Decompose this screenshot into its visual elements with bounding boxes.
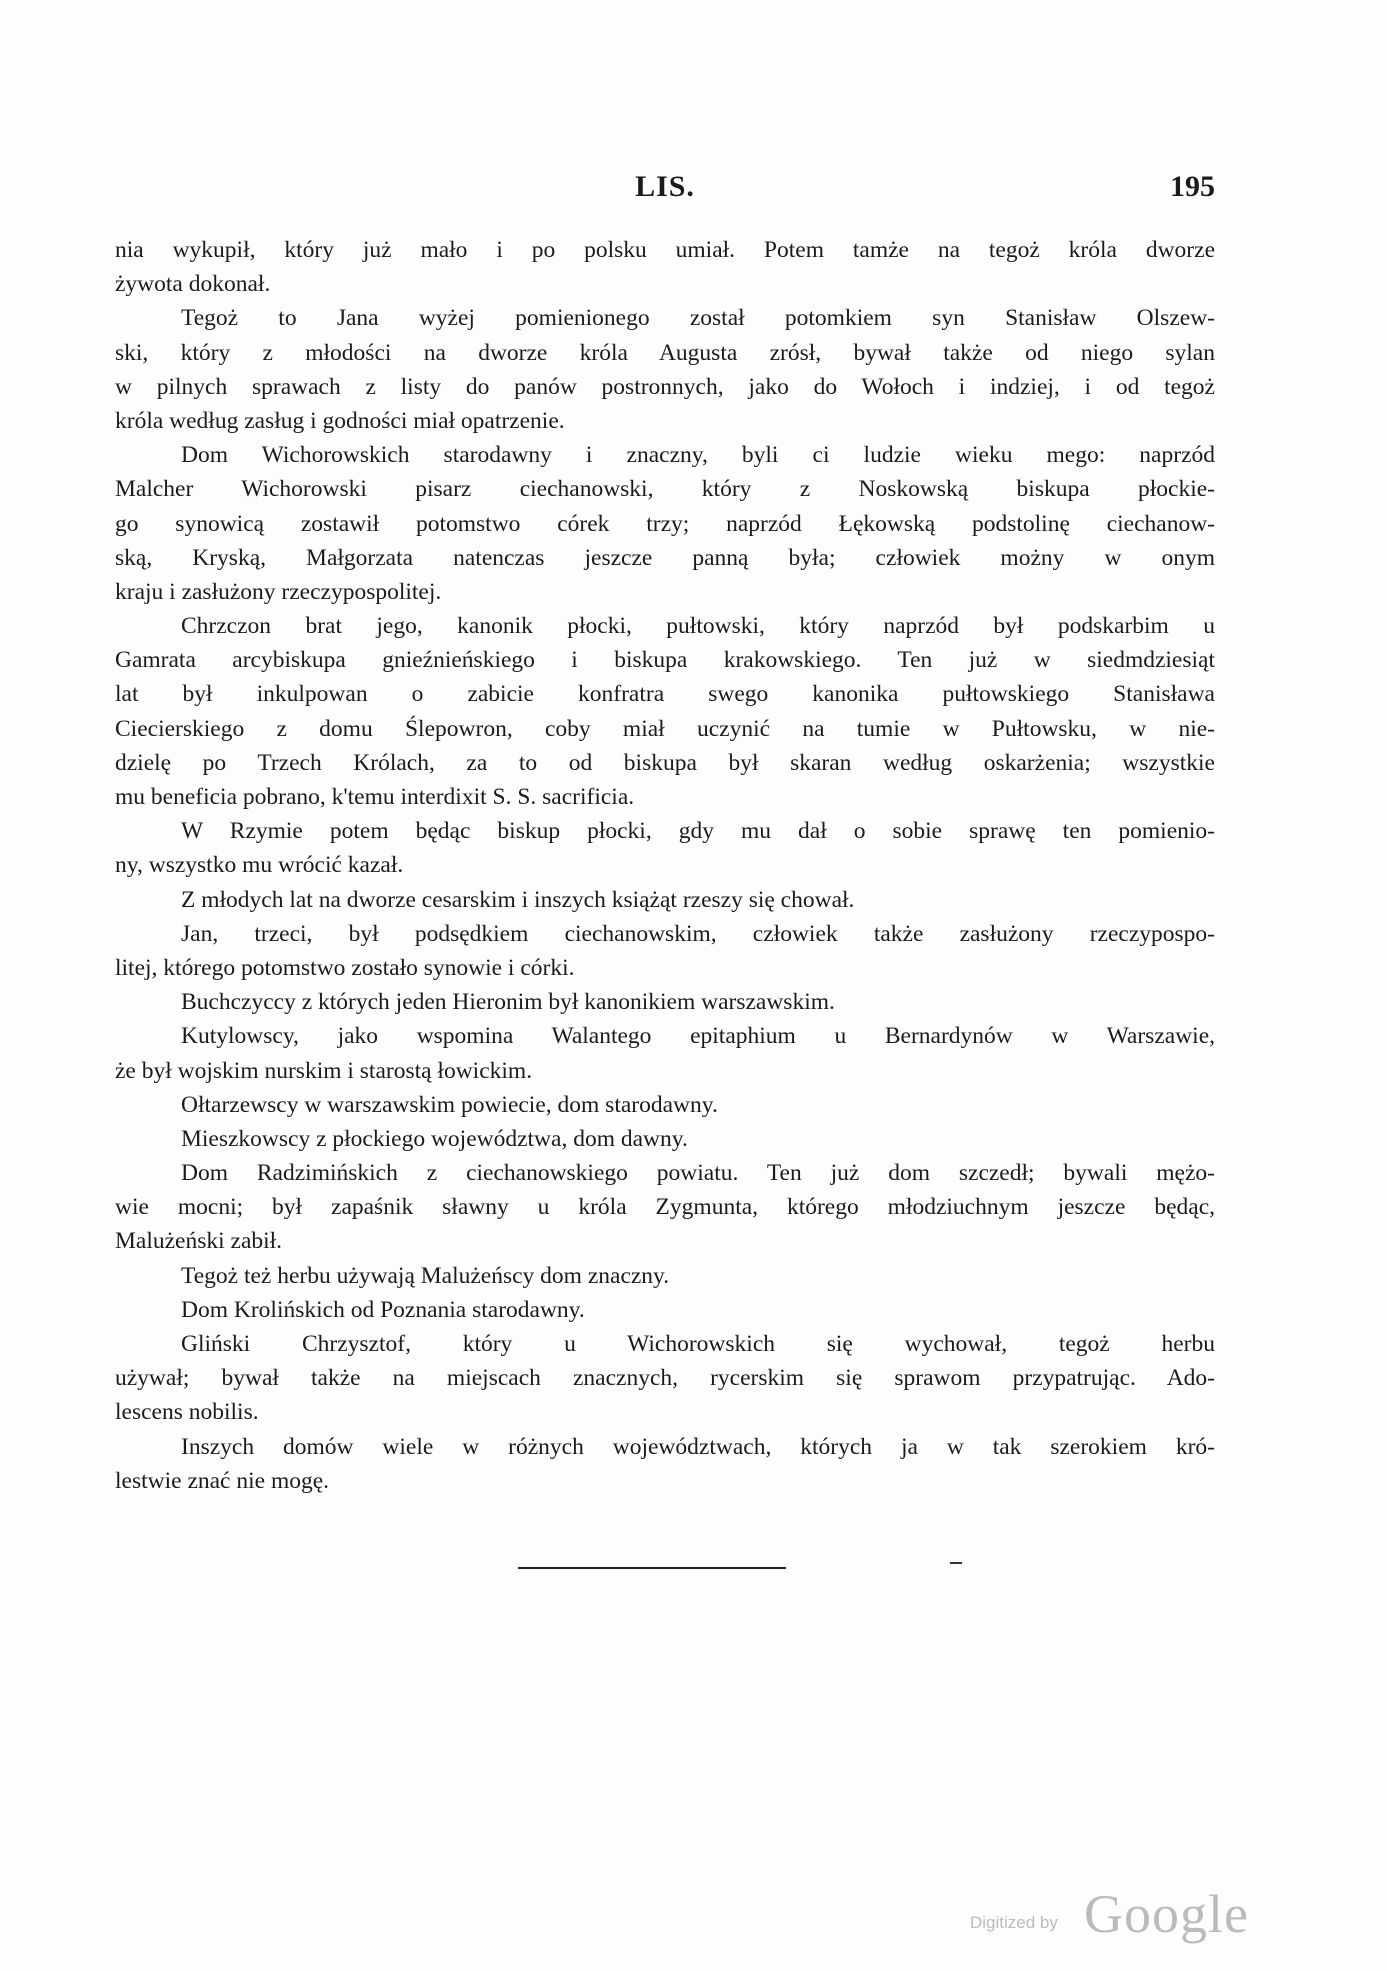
text-line: używał; bywał także na miejscach znacznych, rycerskim się sprawom przypatrując. Ado- <box>115 1365 1215 1392</box>
text-line: litej, którego potomstwo zostało synowie i córki. <box>115 954 575 981</box>
text-line: W Rzymie potem będąc biskup płocki, gdy mu dał o sobie sprawę ten pomienio- <box>181 818 1215 845</box>
body-text <box>115 233 1215 1498</box>
text-line: lat był inkulpowan o zabicie konfratra swego kanonika pułtowskiego Stanisława <box>115 681 1215 708</box>
text-line: ski, który z młodości na dworze króla Augusta zrósł, bywał także od niego sylan <box>115 339 1215 366</box>
text-line: Ciecierskiego z domu Ślepowron, coby miał uczynić na tumie w Pułtowsku, w nie- <box>115 715 1215 742</box>
text-line: Gamrata arcybiskupa gnieźnieńskiego i biskupa krakowskiego. Ten już w siedmdziesiąt <box>115 647 1215 674</box>
page-header <box>115 170 1215 210</box>
text-line: Kutylowscy, jako wspomina Walantego epitaphium u Bernardynów w Warszawie, <box>181 1023 1215 1050</box>
text-line: nia wykupił, który już mało i po polsku umiał. Potem tamże na tegoż króla dworze <box>115 237 1215 263</box>
text-line: żywota dokonał. <box>115 271 271 298</box>
text-line: ską, Kryską, Małgorzata natenczas jeszcze panną była; człowiek możny w onym <box>115 544 1215 571</box>
text-line: Inszych domów wiele w różnych województwach, których ja w tak szerokiem kró- <box>181 1433 1215 1460</box>
text-line: Dom Wichorowskich starodawny i znaczny, byli ci ludzie wieku mego: naprzód <box>181 442 1215 469</box>
text-line: lestwie znać nie mogę. <box>115 1467 330 1494</box>
text-line: Malużeński zabił. <box>115 1228 283 1255</box>
text-line: Jan, trzeci, był podsędkiem ciechanowskim, człowiek także zasłużony rzeczypospo- <box>181 920 1215 947</box>
text-line: Tegoż to Jana wyżej pomienionego został potomkiem syn Stanisław Olszew- <box>181 305 1215 332</box>
text-line: lescens nobilis. <box>115 1399 259 1426</box>
text-line: w pilnych sprawach z listy do panów postronnych, jako do Wołoch i indziej, i od tegoż <box>115 373 1215 400</box>
text-line: wie mocni; był zapaśnik sławny u króla Zygmunta, którego młodziuchnym jeszcze będąc, <box>115 1194 1215 1221</box>
text-line: Z młodych lat na dworze cesarskim i inszych książąt rzeszy się chował. <box>181 886 855 913</box>
text-line: króla według zasług i godności miał opatrzenie. <box>115 407 565 434</box>
text-line: Ołtarzewscy w warszawskim powiecie, dom starodawny. <box>181 1091 718 1118</box>
text-line: Mieszkowscy z płockiego województwa, dom dawny. <box>181 1125 688 1152</box>
watermark-caption: Digitized by <box>970 1913 1058 1932</box>
text-line: dzielę po Trzech Królach, za to od biskupa był skaran według oskarżenia; wszystkie <box>115 749 1215 776</box>
text-line: Malcher Wichorowski pisarz ciechanowski, który z Noskowską biskupa płockie- <box>115 476 1215 503</box>
text-line: go synowicą zostawił potomstwo córek trzy; naprzód Łękowską podstolinę ciechanow- <box>115 510 1215 537</box>
text-line: ny, wszystko mu wrócić kazał. <box>115 852 404 879</box>
running-head: LIS. <box>635 170 695 203</box>
digitized-watermark <box>970 1875 1290 1945</box>
section-rule <box>518 1567 786 1569</box>
text-line: Dom Krolińskich od Poznania starodawny. <box>181 1296 585 1323</box>
text-line: mu beneficia pobrano, k'temu interdixit S. S. sacrificia. <box>115 784 635 810</box>
text-line: Gliński Chrzysztof, który u Wichorowskich się wychował, tegoż herbu <box>181 1331 1215 1357</box>
text-line: Chrzczon brat jego, kanonik płocki, pułtowski, który naprzód był podskarbim u <box>181 613 1215 640</box>
text-line: Tegoż też herbu używają Malużeńscy dom znaczny. <box>181 1262 670 1289</box>
text-line: Dom Radzimińskich z ciechanowskiego powiatu. Ten już dom szczedł; bywali mężo- <box>181 1160 1215 1187</box>
text-line: że był wojskim nurskim i starostą łowickim. <box>115 1057 533 1084</box>
rule-dash <box>950 1562 962 1564</box>
text-line: kraju i zasłużony rzeczypospolitej. <box>115 578 442 605</box>
text-line: Buchczyccy z których jeden Hieronim był kanonikiem warszawskim. <box>181 989 835 1016</box>
google-logo: Google <box>1084 1884 1249 1944</box>
page-number: 195 <box>1170 170 1215 203</box>
